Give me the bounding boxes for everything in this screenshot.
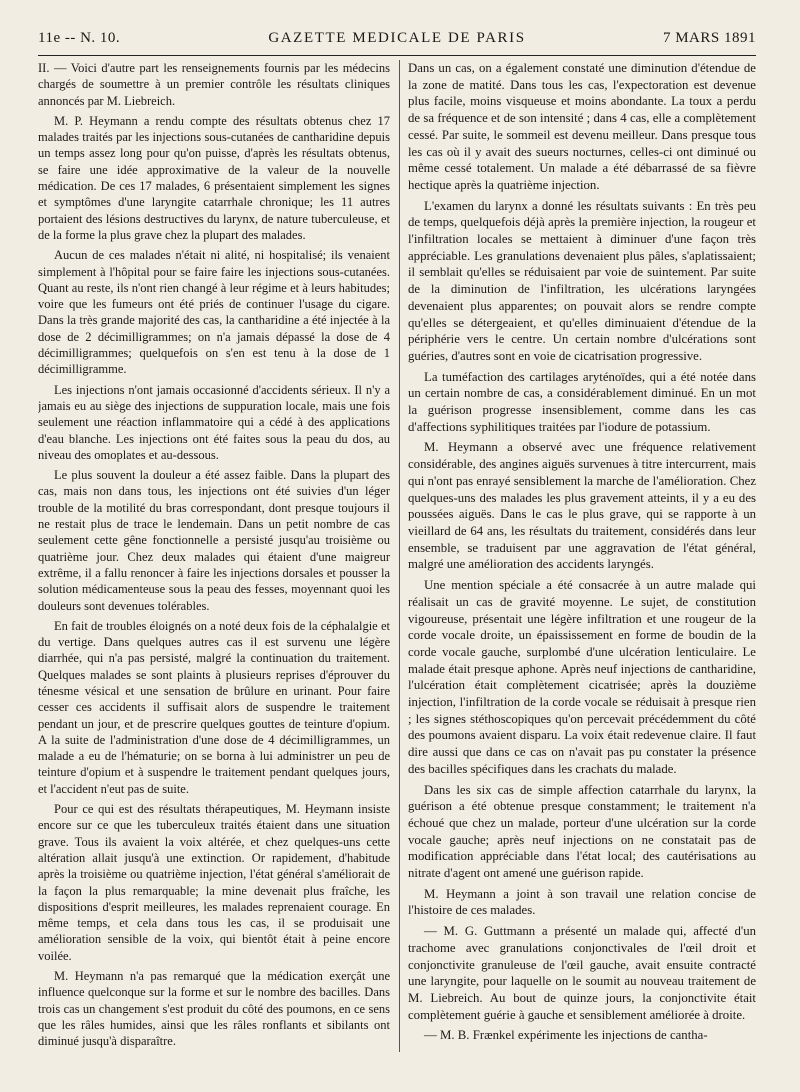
paragraph: Les injections n'ont jamais occasionné d'accidents sérieux. Il n'y a jamais eu au siège des injections de suppuration locale, mais une fois seulement une réaction inflammatoire qui a cédé à des applications d'eau blanche. Les injections ont été faites sous la peau du dos, au niveau des omoplates et au-dessous.: [38, 382, 390, 462]
paragraph: M. Heymann a observé avec une fréquence relativement considérable, des angines aiguës survenues à titre intercurrent, mais qui n'ont pas enrayé sensiblement la marche de l'amélioration. Chez quelques-uns des malades les plus gravement atteints, il y a eu des poussées aiguës. Dans le cas le plus grave, qui se rapporte à un vieillard de 64 ans, les résultats du traitement, considérés dans leur ensemble, se traduisent par une aggravation de l'état général, malgré une amélioration des accidents laryngés.: [408, 440, 756, 572]
issue-number: 11e -- N. 10.: [38, 30, 121, 46]
header-rule: [38, 55, 756, 56]
paragraph: M. P. Heymann a rendu compte des résultats obtenus chez 17 malades traités par les injections sous-cutanées de cantharidine depuis un temps assez long pour qu'on puisse, d'après les résultats obtenus, se faire une idée approximative de la valeur de la nouvelle médication. De ces 17 malades, 6 présentaient simplement les signes et symptômes d'une laryngite catarrhale chronique; les 11 autres portaient des lésions destructives du larynx, de nature tuberculeuse, et de la forme la plus grave chez la plupart des malades.: [38, 113, 390, 242]
right-column: [408, 60, 756, 1064]
paragraph: Pour ce qui est des résultats thérapeutiques, M. Heymann insiste encore sur ce que les tuberculeux traités étaient dans une situation grave. Tous ils avaient la voix altérée, et chez quelques-uns cette altération allait jusqu'à une extinction. Or rapidement, d'habitude après la troisième ou quatrième injection, l'état général s'améliorait de la façon la plus remarquable; la mine devenait plus fraîche, les dispositions d'esprit meilleures, les malades reprenaient courage. En même temps, et cela dans tous les cas, il se produisait une amélioration sensible de la voix, qui bientôt était à peine encore voilée.: [38, 802, 390, 963]
paragraph: En fait de troubles éloignés on a noté deux fois de la céphalalgie et du vertige. Dans quelques autres cas il est survenu une légère diarrhée, qui n'a pas persisté, malgré la continuation du traitement. Quelques malades se sont plaints à plusieurs reprises d'éprouver du ténesme vésical et une sensation de brûlure en urinant. Pour faire cesser ces accidents il suffisait alors de suspendre le traitement pendant un jour, et de prescrire quelques gouttes de teinture d'opium. A la suite de l'administration d'une dose de 4 décimilligrammes, un malade a eu de l'hématurie; on se borna à lui administrer un peu de teinture d'opium et à suspendre le traitement pendant quelques jours, et l'accident n'eut pas de suite.: [38, 618, 390, 796]
paragraph: — M. B. Frænkel expérimente les injections de cantha-: [424, 1028, 708, 1043]
page-header: [38, 30, 756, 52]
paragraph: Dans les six cas de simple affection catarrhale du larynx, la guérison a été obtenue presque constamment; le traitement n'a échoué que chez un malade, porteur d'une ulcération sur la corde vocale gauche; après neuf injections on ne constatait pas de modification appréciable dans l'état local; des cautérisations au nitrate d'agent ont amené une guérison rapide.: [408, 782, 756, 881]
paragraph: Aucun de ces malades n'était ni alité, ni hospitalisé; ils venaient simplement à l'hôpital pour se faire faire les injections sous-cutanées. Quant au reste, ils n'ont rien changé à leur régime et à leurs habitudes; voire que les fumeurs ont été priés de continuer l'usage du cigare. Dans la très grande majorité des cas, la cantharidine a été injectée à la dose de 2 décimilligrammes; on n'a jamais dépassé la dose de 4 décimilligrammes; quelquefois on s'en est tenu à la dose de 1 décimilligramme.: [38, 248, 390, 377]
paragraph: M. Heymann a joint à son travail une relation concise de l'histoire de ces malades.: [408, 886, 756, 918]
journal-title: GAZETTE MEDICALE DE PARIS: [268, 30, 526, 46]
issue-date: 7 MARS 1891: [662, 30, 756, 46]
paragraph: La tuméfaction des cartilages aryténoïdes, qui a été notée dans un certain nombre de cas, a considérablement diminué. En un mot la guérison progresse insensiblement, comme dans les cas d'affections syphilitiques traitées par l'iodure de potassium.: [408, 369, 756, 434]
column-divider: [399, 60, 400, 1052]
paragraph: II. — Voici d'autre part les renseignements fournis par les médecins chargés de soumettre à un premier contrôle les résultats cliniques annoncés par M. Liebreich.: [38, 61, 390, 108]
paragraph: Le plus souvent la douleur a été assez faible. Dans la plupart des cas, mais non dans tous, les injections ont été suivies d'un léger trouble de la motilité du bras correspondant, dont presque toujours il ne restait plus de trace le lendemain. Dans un petit nombre de cas seulement cette gêne fonctionnelle a persisté jusqu'au troisième ou quatrième jour. Chez deux malades qui étaient d'une maigreur extrême, il a fallu renoncer à faire les injections dorsales et pousser la solution médicamenteuse sous la peau des fesses, moyennant quoi les douleurs sont devenues tolérables.: [38, 468, 390, 613]
paragraph: L'examen du larynx a donné les résultats suivants : En très peu de temps, quelquefois déjà après la première injection, la rougeur et l'infiltration locales se mettaient à diminuer d'une façon très appréciable. Les granulations devenaient plus pâles, s'aplatissaient; il semblait qu'elles se réduisaient par voie de suintement. Par suite de la diminution de l'infiltration, les ulcérations laryngées devenaient plus apparentes; on pouvait alors se rendre compte qu'elles se détergeaient, et qu'elles diminuaient d'étendue de la périphérie vers le centre. Un certain nombre d'ulcérations sont guéries, d'autres sont en voie de cicatrisation progressive.: [408, 198, 756, 363]
left-column: [38, 60, 390, 1064]
paragraph: Dans un cas, on a également constaté une diminution d'étendue de la zone de matité. Dans tous les cas, l'expectoration est devenue plus facile, moins visqueuse et moins abondante. La toux a perdu de sa fréquence et de son intensité ; dans 4 cas, elle a complètement cessé. Par suite, le sommeil est devenu meilleur. Dans presque tous les cas où il y avait des sueurs nocturnes, celles-ci ont diminué ou même cessé totalement. Un malade a été débarrassé de sa fièvre hectique après la quatrième injection.: [408, 61, 756, 192]
paragraph: Une mention spéciale a été consacrée à un autre malade qui réalisait un cas de gravité moyenne. Le sujet, de constitution vigoureuse, présentait une légère infiltration et une rougeur de la corde vocale droite, un épaississement en forme de boudin de la corde vocale gauche, surplombé d'une ulcération lenticulaire. Le malade était presque aphone. Après neuf injections de cantharidine, l'ulcération était complètement cicatrisée; après la douzième injection, l'infiltration de la corde vocale se réduisait à presque rien ; les signes stéthoscopiques qu'on percevait précédemment du côté des poumons avaient disparu. La voix était redevenue claire. Il faut dire aussi que dans ce cas on n'avait pas pu constater la présence des bacilles spécifiques dans les crachats du malade.: [408, 578, 756, 776]
paragraph: M. Heymann n'a pas remarqué que la médication exerçât une influence quelconque sur la forme et sur le nombre des bacilles. Dans trois cas un changement s'est produit du côté des poumons, en ce sens que les râles humides, ainsi que les râles ronflants et sibilants ont diminué jusqu'à disparaître.: [38, 969, 390, 1049]
paragraph: — M. G. Guttmann a présenté un malade qui, affecté d'un trachome avec granulations conjonctivales de l'œil droit et conjonctivite granuleuse de l'œil gauche, avait ensuite contracté une laryngite, pour laquelle on le soumit au nouveau traitement de M. Liebreich. Au bout de quinze jours, la conjonctivite était complètement guérie à gauche et sensiblement améliorée à droite.: [408, 924, 756, 1022]
